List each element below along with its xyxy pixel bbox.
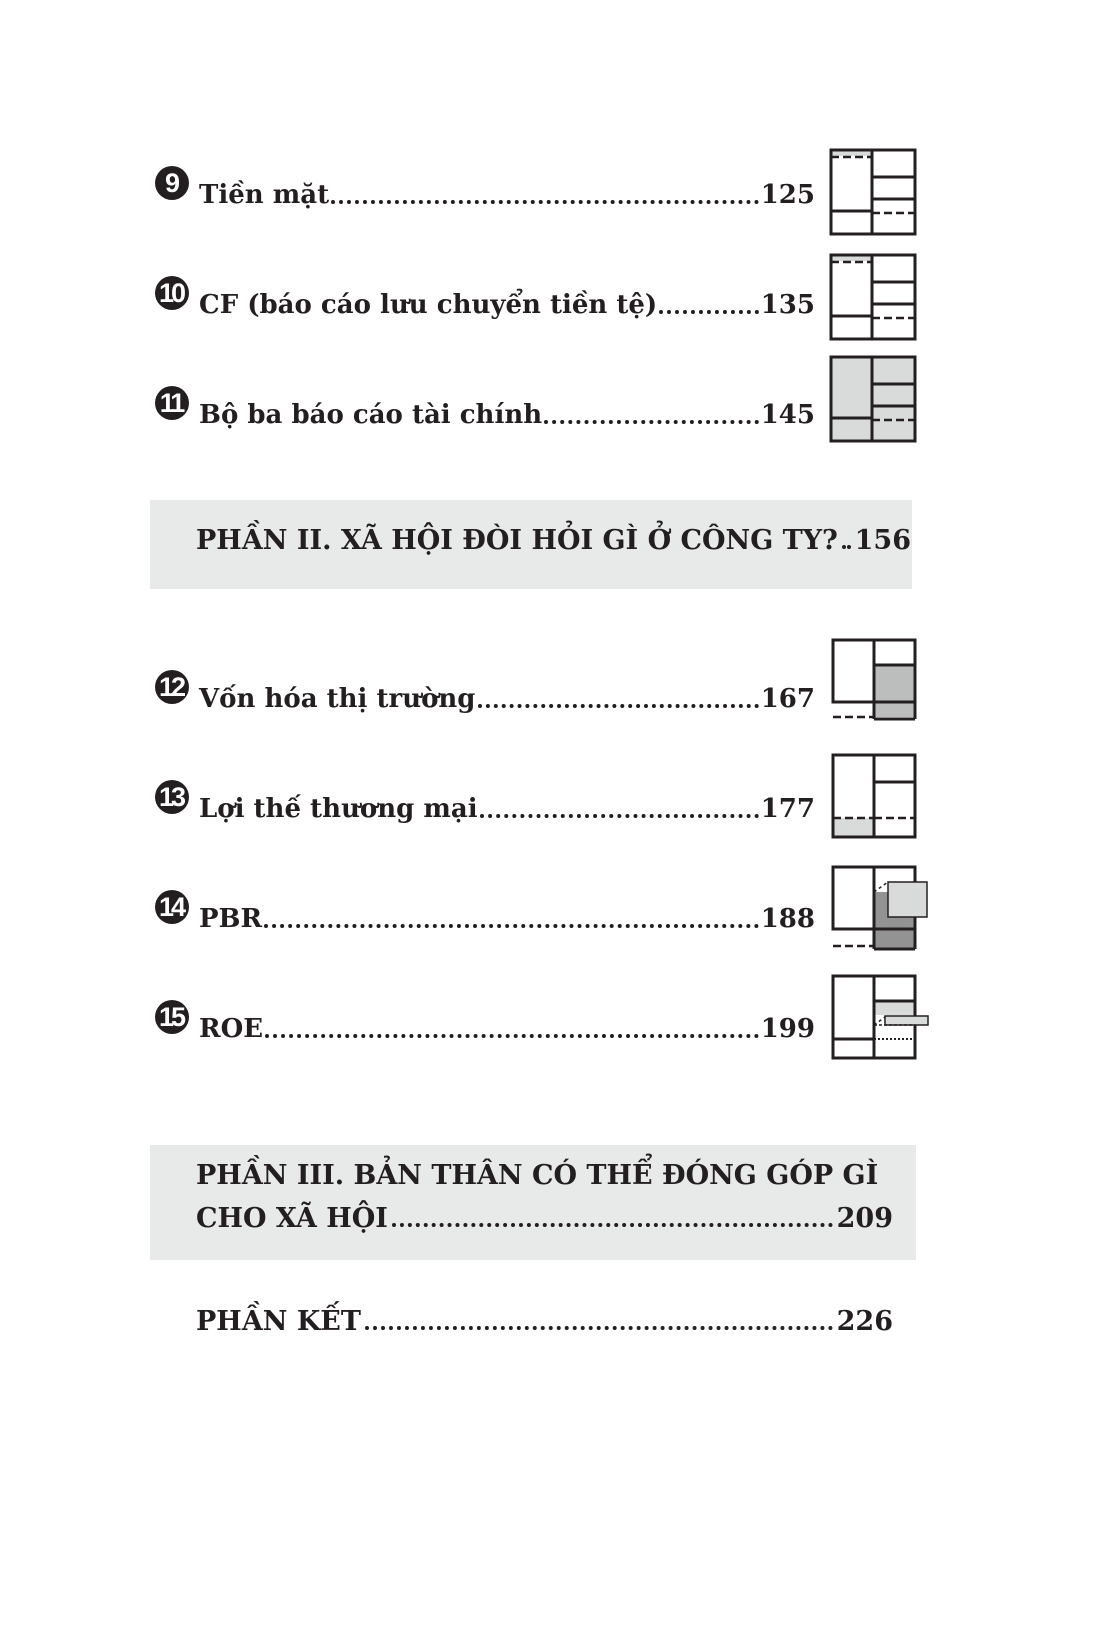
chapter-title: CF (báo cáo lưu chuyển tiền tệ) (199, 290, 658, 320)
pbr-icon (830, 864, 930, 952)
page-number: 209 (836, 1203, 893, 1234)
chapter-title: PBR (199, 904, 263, 934)
toc-entry-12[interactable] (155, 670, 815, 714)
page-number: 125 (760, 180, 815, 210)
leader-dots (480, 810, 759, 818)
chapter-number-badge: 10 (155, 276, 189, 310)
chapter-number-badge: 15 (155, 1000, 189, 1034)
toc-line (199, 904, 815, 934)
leader-dots (264, 920, 759, 928)
part-3-title-line1: PHẦN III. BẢN THÂN CÓ THỂ ĐÓNG GÓP GÌ (196, 1160, 879, 1191)
conclusion-title: PHẦN KẾT (196, 1306, 361, 1337)
conclusion-line[interactable] (196, 1306, 893, 1337)
page-number: 145 (760, 400, 815, 430)
toc-entry-10[interactable] (155, 276, 815, 320)
chapter-number-badge: 11 (155, 386, 189, 420)
part-2-line[interactable] (196, 525, 911, 556)
leader-dots (478, 700, 759, 708)
part-title-continued: CHO XÃ HỘI (196, 1203, 388, 1234)
toc-line (199, 400, 815, 430)
page-number: 226 (836, 1306, 893, 1337)
leader-dots (842, 541, 851, 549)
leader-dots (265, 1030, 759, 1038)
chapter-number-badge: 9 (155, 166, 189, 200)
chapter-title: Lợi thế thương mại (199, 794, 478, 824)
page-number: 156 (854, 525, 911, 556)
page-number: 177 (760, 794, 815, 824)
page-number: 199 (760, 1014, 815, 1044)
chapter-title: ROE (199, 1014, 264, 1044)
chapter-title: Vốn hóa thị trường (199, 684, 476, 714)
toc-entry-15[interactable] (155, 1000, 815, 1044)
toc-line (199, 290, 815, 320)
toc-line (199, 180, 815, 210)
toc-line (199, 794, 815, 824)
leader-dots (331, 196, 759, 204)
chapter-number-badge: 12 (155, 670, 189, 704)
leader-dots (659, 306, 759, 314)
leader-dots (392, 1219, 833, 1227)
toc-entry-11[interactable] (155, 386, 815, 430)
toc-entry-9[interactable] (155, 166, 815, 210)
balance-sheet-cashflow-icon (828, 252, 918, 342)
toc-line (199, 684, 815, 714)
part-title: PHẦN II. XÃ HỘI ĐÒI HỎI GÌ Ở CÔNG TY? (196, 525, 838, 556)
toc-entry-13[interactable] (155, 780, 815, 824)
balance-sheet-cash-icon (828, 147, 918, 237)
toc-entry-14[interactable] (155, 890, 815, 934)
page-number: 135 (760, 290, 815, 320)
toc-line (199, 1014, 815, 1044)
chapter-number-badge: 13 (155, 780, 189, 814)
roe-icon (830, 973, 932, 1061)
page-number: 167 (760, 684, 815, 714)
goodwill-icon (830, 752, 920, 840)
chapter-title: Tiền mặt (199, 180, 330, 210)
chapter-number-badge: 14 (155, 890, 189, 924)
market-cap-icon (830, 637, 920, 723)
page-number: 188 (760, 904, 815, 934)
three-statements-icon (828, 354, 918, 444)
chapter-title: Bộ ba báo cáo tài chính (199, 400, 543, 430)
leader-dots (365, 1322, 833, 1330)
part-3-line[interactable] (196, 1203, 893, 1234)
leader-dots (544, 416, 759, 424)
